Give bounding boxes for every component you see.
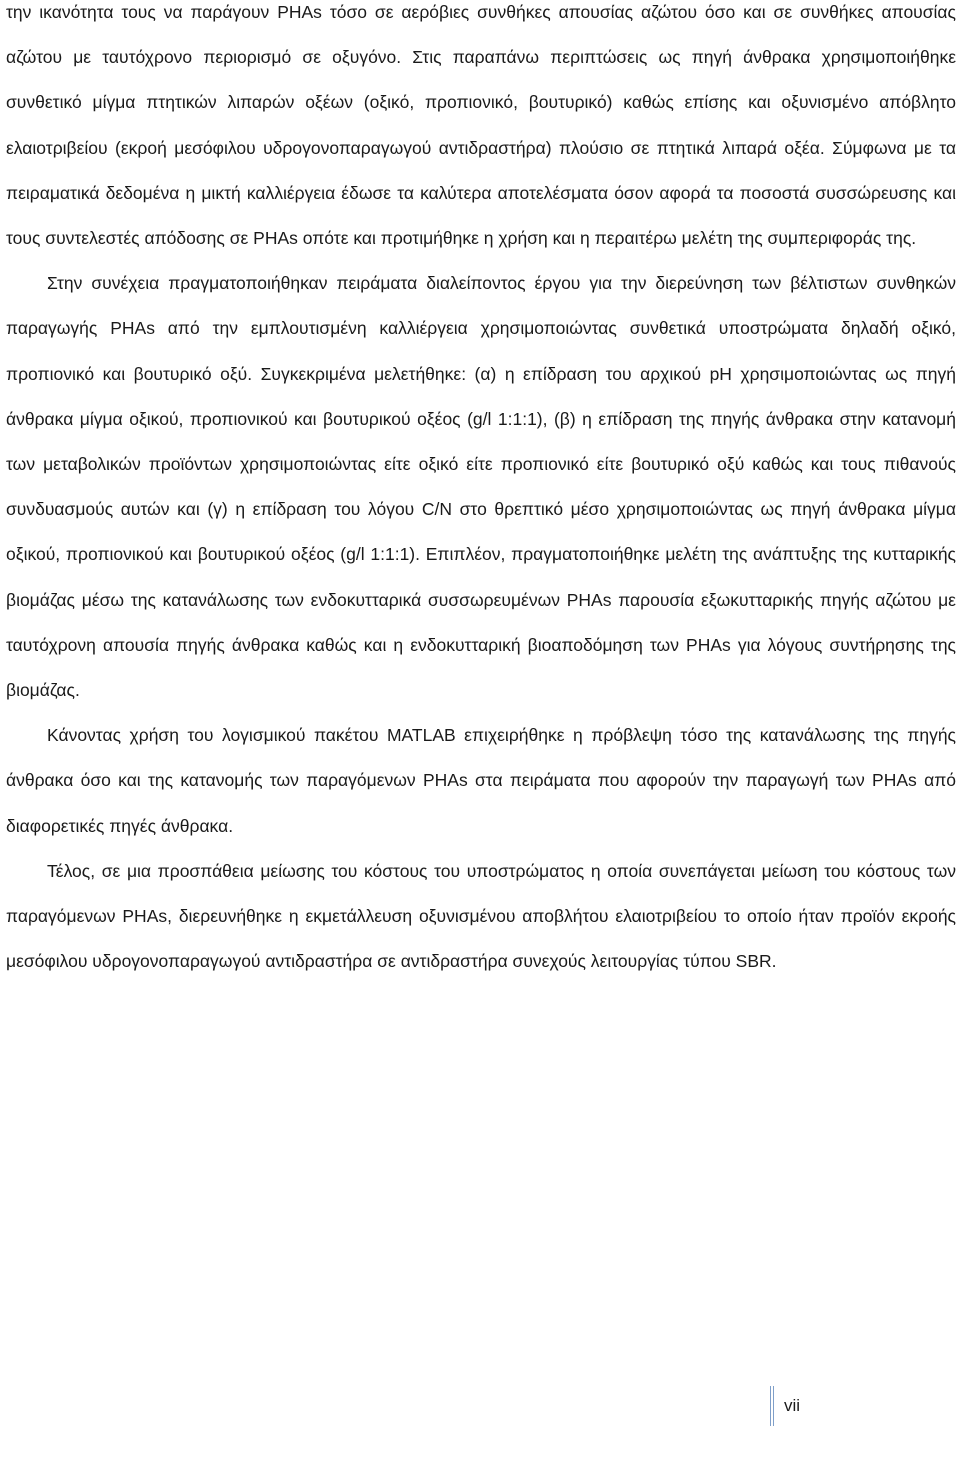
paragraph-2: Στην συνέχεια πραγματοποιήθηκαν πειράματα διαλείποντος έργου για την διερεύνηση των βέλτιστων συνθηκών παραγωγής PHAs από την εμπλουτισμένη καλλιέργεια χρησιμοποιώντας συνθετικά υποστρώματα δηλαδή οξικό, προπιονικό και βουτυρικό οξύ. Συγκεκριμένα μελετήθηκε: (α) η επίδραση του αρχικού pH χρησιμοποιώντας ως πηγή άνθρακα μίγμα οξικού, προπιονικού και βουτυρικού οξέος (g/l 1:1:1), (β) η επίδραση της πηγής άνθρακα στην κατανομή των μεταβολικών προϊόντων χρησιμοποιώντας είτε οξικό είτε προπιονικό είτε βουτυρικό οξύ καθώς και τους πιθανούς συνδυασμούς αυτών και (γ) η επίδραση του λόγου C/N στο θρεπτικό μέσο χρησιμοποιώντας ως πηγή άνθρακα μίγμα οξικού, προπιονικού και βουτυρικού οξέος (g/l 1:1:1). Επιπλέον, πραγματοποιήθηκε μελέτη της ανάπτυξης της κυτταρικής βιομάζας μέσω της κατανάλωσης των ενδοκυτταρικά συσσωρευμένων PHAs παρουσία εξωκυτταρικής πηγής αζώτου με ταυτόχρονη απουσία πηγής άνθρακα καθώς και η ενδοκυτταρική βιοαποδόμηση των PHAs για λόγους συντήρησης της βιομάζας. bbox=[6, 273, 956, 701]
page-number-rule-icon bbox=[773, 1386, 774, 1426]
page-number-rule-icon bbox=[770, 1386, 771, 1426]
page-footer bbox=[770, 1386, 800, 1426]
paragraph-4: Τέλος, σε μια προσπάθεια μείωσης του κόστους του υποστρώματος η οποία συνεπάγεται μείωση του κόστους των παραγόμενων PHAs, διερευνήθηκε η εκμετάλλευση οξυνισμένου αποβλήτου ελαιοτριβείου το οποίο ήταν προϊόν εκροής μεσόφιλου υδρογονοπαραγωγού αντιδραστήρα σε αντιδραστήρα συνεχούς λειτουργίας τύπου SBR. bbox=[6, 860, 956, 972]
paragraph-3: Κάνοντας χρήση του λογισμικού πακέτου MATLAB επιχειρήθηκε η πρόβλεψη τόσο της κατανάλωσης της πηγής άνθρακα όσο και της κατανομής των παραγόμενων PHAs στα πειράματα που αφορούν την παραγωγή των PHAs από διαφορετικές πηγές άνθρακα. bbox=[6, 725, 956, 836]
document-page bbox=[6, 0, 956, 984]
paragraph-1: την ικανότητα τους να παράγουν PHAs τόσο σε αερόβιες συνθήκες απουσίας αζώτου όσο και σε συνθήκες απουσίας αζώτου με ταυτόχρονο περιορισμό σε οξυγόνο. Στις παραπάνω περιπτώσεις ως πηγή άνθρακα χρησιμοποιήθηκε συνθετικό μίγμα πτητικών λιπαρών οξέων (οξικό, προπιονικό, βουτυρικό) καθώς επίσης και οξυνισμένο απόβλητο ελαιοτριβείου (εκροή μεσόφιλου υδρογονοπαραγωγού αντιδραστήρα) πλούσιο σε πτητικά λιπαρά οξέα. Σύμφωνα με τα πειραματικά δεδομένα η μικτή καλλιέργεια έδωσε τα καλύτερα αποτελέσματα όσον αφορά τα ποσοστά συσσώρευσης και τους συντελεστές απόδοσης σε PHAs οπότε και προτιμήθηκε η χρήση και η περαιτέρω μελέτη της συμπεριφοράς της. bbox=[6, 2, 956, 249]
page-number: vii bbox=[784, 1396, 801, 1415]
